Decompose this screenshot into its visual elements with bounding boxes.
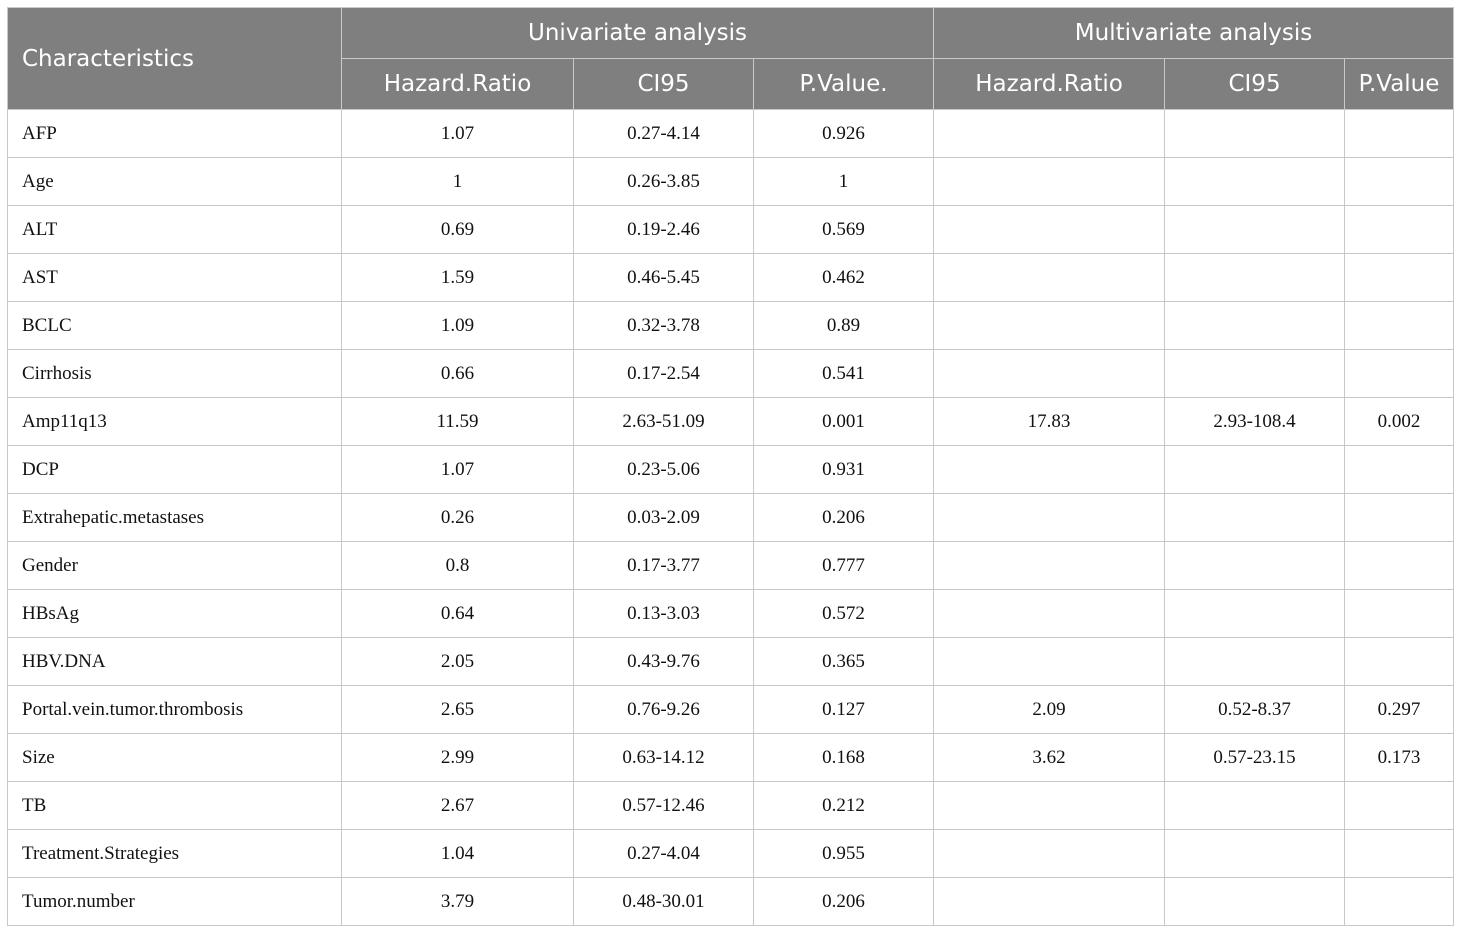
- cell-multi-p-value: [1345, 350, 1454, 398]
- cell-multi-p-value: 0.173: [1345, 734, 1454, 782]
- cell-multi-hazard-ratio: [934, 782, 1165, 830]
- cell-multi-p-value: 0.297: [1345, 686, 1454, 734]
- header-univariate: Univariate analysis: [342, 8, 934, 59]
- cell-uni-ci95: 0.63-14.12: [574, 734, 754, 782]
- table-row: [8, 830, 1454, 878]
- cell-characteristic: Extrahepatic.metastases: [8, 494, 342, 542]
- cell-uni-p-value: 0.955: [754, 830, 934, 878]
- table-row: [8, 158, 1454, 206]
- cell-multi-hazard-ratio: [934, 158, 1165, 206]
- cell-multi-hazard-ratio: [934, 206, 1165, 254]
- cell-multi-p-value: [1345, 782, 1454, 830]
- cell-characteristic: Amp11q13: [8, 398, 342, 446]
- cell-multi-ci95: [1165, 830, 1345, 878]
- cell-multi-p-value: [1345, 830, 1454, 878]
- cell-multi-ci95: [1165, 590, 1345, 638]
- cell-multi-p-value: [1345, 542, 1454, 590]
- cell-multi-hazard-ratio: [934, 254, 1165, 302]
- cell-multi-ci95: [1165, 542, 1345, 590]
- cell-uni-hazard-ratio: 0.8: [342, 542, 574, 590]
- table-row: [8, 494, 1454, 542]
- cell-uni-ci95: 0.19-2.46: [574, 206, 754, 254]
- cell-uni-ci95: 0.43-9.76: [574, 638, 754, 686]
- cell-multi-hazard-ratio: [934, 878, 1165, 926]
- cell-multi-ci95: [1165, 782, 1345, 830]
- cell-multi-hazard-ratio: 3.62: [934, 734, 1165, 782]
- cell-characteristic: Size: [8, 734, 342, 782]
- cell-multi-hazard-ratio: [934, 302, 1165, 350]
- cell-uni-ci95: 0.32-3.78: [574, 302, 754, 350]
- cell-uni-p-value: 0.212: [754, 782, 934, 830]
- cell-uni-hazard-ratio: 2.65: [342, 686, 574, 734]
- cell-characteristic: AST: [8, 254, 342, 302]
- cell-uni-p-value: 0.168: [754, 734, 934, 782]
- cell-multi-hazard-ratio: [934, 494, 1165, 542]
- table-row: [8, 302, 1454, 350]
- cell-uni-hazard-ratio: 0.66: [342, 350, 574, 398]
- cell-uni-ci95: 0.46-5.45: [574, 254, 754, 302]
- table-row: [8, 398, 1454, 446]
- cell-characteristic: Treatment.Strategies: [8, 830, 342, 878]
- cell-uni-ci95: 0.17-2.54: [574, 350, 754, 398]
- table-row: [8, 590, 1454, 638]
- table-row: [8, 446, 1454, 494]
- cell-multi-ci95: [1165, 494, 1345, 542]
- cell-uni-hazard-ratio: 1.07: [342, 446, 574, 494]
- cox-regression-table: [7, 7, 1454, 926]
- cell-uni-hazard-ratio: 2.67: [342, 782, 574, 830]
- cell-uni-hazard-ratio: 2.99: [342, 734, 574, 782]
- cell-multi-ci95: [1165, 638, 1345, 686]
- header-multi-hazard-ratio: Hazard.Ratio: [934, 59, 1165, 110]
- cell-uni-p-value: 1: [754, 158, 934, 206]
- cell-uni-hazard-ratio: 0.64: [342, 590, 574, 638]
- header-multi-p-value: P.Value: [1345, 59, 1454, 110]
- cell-uni-ci95: 0.27-4.14: [574, 110, 754, 158]
- cell-uni-hazard-ratio: 1: [342, 158, 574, 206]
- table-row: [8, 110, 1454, 158]
- cell-characteristic: BCLC: [8, 302, 342, 350]
- results-table-container: [7, 7, 1453, 926]
- cell-uni-p-value: 0.462: [754, 254, 934, 302]
- cell-multi-hazard-ratio: [934, 590, 1165, 638]
- cell-multi-p-value: [1345, 302, 1454, 350]
- cell-uni-p-value: 0.777: [754, 542, 934, 590]
- header-uni-ci95: CI95: [574, 59, 754, 110]
- cell-uni-ci95: 0.48-30.01: [574, 878, 754, 926]
- cell-multi-ci95: 2.93-108.4: [1165, 398, 1345, 446]
- header-characteristics: Characteristics: [8, 8, 342, 110]
- cell-multi-ci95: 0.57-23.15: [1165, 734, 1345, 782]
- cell-multi-hazard-ratio: [934, 446, 1165, 494]
- cell-uni-hazard-ratio: 1.04: [342, 830, 574, 878]
- cell-uni-hazard-ratio: 1.09: [342, 302, 574, 350]
- table-row: [8, 686, 1454, 734]
- cell-uni-ci95: 0.03-2.09: [574, 494, 754, 542]
- cell-uni-p-value: 0.206: [754, 878, 934, 926]
- cell-uni-ci95: 0.27-4.04: [574, 830, 754, 878]
- cell-characteristic: Gender: [8, 542, 342, 590]
- cell-multi-ci95: [1165, 302, 1345, 350]
- header-uni-p-value: P.Value.: [754, 59, 934, 110]
- table-row: [8, 782, 1454, 830]
- cell-uni-ci95: 0.23-5.06: [574, 446, 754, 494]
- cell-multi-ci95: [1165, 206, 1345, 254]
- cell-multi-ci95: [1165, 254, 1345, 302]
- header-multivariate: Multivariate analysis: [934, 8, 1454, 59]
- cell-uni-hazard-ratio: 11.59: [342, 398, 574, 446]
- cell-multi-hazard-ratio: [934, 542, 1165, 590]
- table-body: [8, 110, 1454, 926]
- cell-uni-ci95: 0.76-9.26: [574, 686, 754, 734]
- table-row: [8, 542, 1454, 590]
- cell-multi-ci95: [1165, 110, 1345, 158]
- cell-characteristic: Portal.vein.tumor.thrombosis: [8, 686, 342, 734]
- cell-multi-hazard-ratio: 17.83: [934, 398, 1165, 446]
- table-row: [8, 206, 1454, 254]
- cell-uni-hazard-ratio: 0.26: [342, 494, 574, 542]
- cell-multi-hazard-ratio: 2.09: [934, 686, 1165, 734]
- table-header: [8, 8, 1454, 110]
- cell-multi-ci95: [1165, 446, 1345, 494]
- cell-multi-p-value: [1345, 110, 1454, 158]
- cell-multi-hazard-ratio: [934, 110, 1165, 158]
- cell-characteristic: HBV.DNA: [8, 638, 342, 686]
- cell-multi-p-value: [1345, 206, 1454, 254]
- cell-multi-ci95: [1165, 350, 1345, 398]
- cell-multi-p-value: [1345, 158, 1454, 206]
- cell-uni-p-value: 0.541: [754, 350, 934, 398]
- cell-characteristic: TB: [8, 782, 342, 830]
- cell-multi-ci95: [1165, 158, 1345, 206]
- cell-uni-p-value: 0.365: [754, 638, 934, 686]
- cell-characteristic: HBsAg: [8, 590, 342, 638]
- table-row: [8, 254, 1454, 302]
- cell-characteristic: Cirrhosis: [8, 350, 342, 398]
- cell-uni-p-value: 0.926: [754, 110, 934, 158]
- cell-multi-p-value: [1345, 254, 1454, 302]
- cell-uni-ci95: 0.13-3.03: [574, 590, 754, 638]
- cell-characteristic: Age: [8, 158, 342, 206]
- cell-multi-hazard-ratio: [934, 638, 1165, 686]
- table-row: [8, 734, 1454, 782]
- cell-characteristic: Tumor.number: [8, 878, 342, 926]
- cell-uni-p-value: 0.127: [754, 686, 934, 734]
- cell-multi-p-value: [1345, 638, 1454, 686]
- table-row: [8, 350, 1454, 398]
- cell-characteristic: ALT: [8, 206, 342, 254]
- cell-uni-p-value: 0.931: [754, 446, 934, 494]
- cell-uni-hazard-ratio: 2.05: [342, 638, 574, 686]
- table-row: [8, 878, 1454, 926]
- cell-multi-hazard-ratio: [934, 350, 1165, 398]
- cell-uni-p-value: 0.001: [754, 398, 934, 446]
- cell-multi-p-value: [1345, 446, 1454, 494]
- cell-characteristic: DCP: [8, 446, 342, 494]
- header-uni-hazard-ratio: Hazard.Ratio: [342, 59, 574, 110]
- cell-uni-hazard-ratio: 3.79: [342, 878, 574, 926]
- cell-uni-p-value: 0.572: [754, 590, 934, 638]
- cell-uni-hazard-ratio: 1.07: [342, 110, 574, 158]
- cell-uni-hazard-ratio: 1.59: [342, 254, 574, 302]
- cell-uni-ci95: 0.17-3.77: [574, 542, 754, 590]
- cell-multi-p-value: [1345, 494, 1454, 542]
- header-multi-ci95: CI95: [1165, 59, 1345, 110]
- cell-uni-ci95: 0.57-12.46: [574, 782, 754, 830]
- header-row-group: [8, 8, 1454, 59]
- cell-uni-ci95: 2.63-51.09: [574, 398, 754, 446]
- cell-uni-p-value: 0.89: [754, 302, 934, 350]
- cell-uni-p-value: 0.569: [754, 206, 934, 254]
- cell-multi-hazard-ratio: [934, 830, 1165, 878]
- cell-uni-hazard-ratio: 0.69: [342, 206, 574, 254]
- table-row: [8, 638, 1454, 686]
- cell-uni-p-value: 0.206: [754, 494, 934, 542]
- cell-uni-ci95: 0.26-3.85: [574, 158, 754, 206]
- cell-characteristic: AFP: [8, 110, 342, 158]
- cell-multi-p-value: 0.002: [1345, 398, 1454, 446]
- cell-multi-ci95: 0.52-8.37: [1165, 686, 1345, 734]
- cell-multi-p-value: [1345, 590, 1454, 638]
- cell-multi-p-value: [1345, 878, 1454, 926]
- cell-multi-ci95: [1165, 878, 1345, 926]
